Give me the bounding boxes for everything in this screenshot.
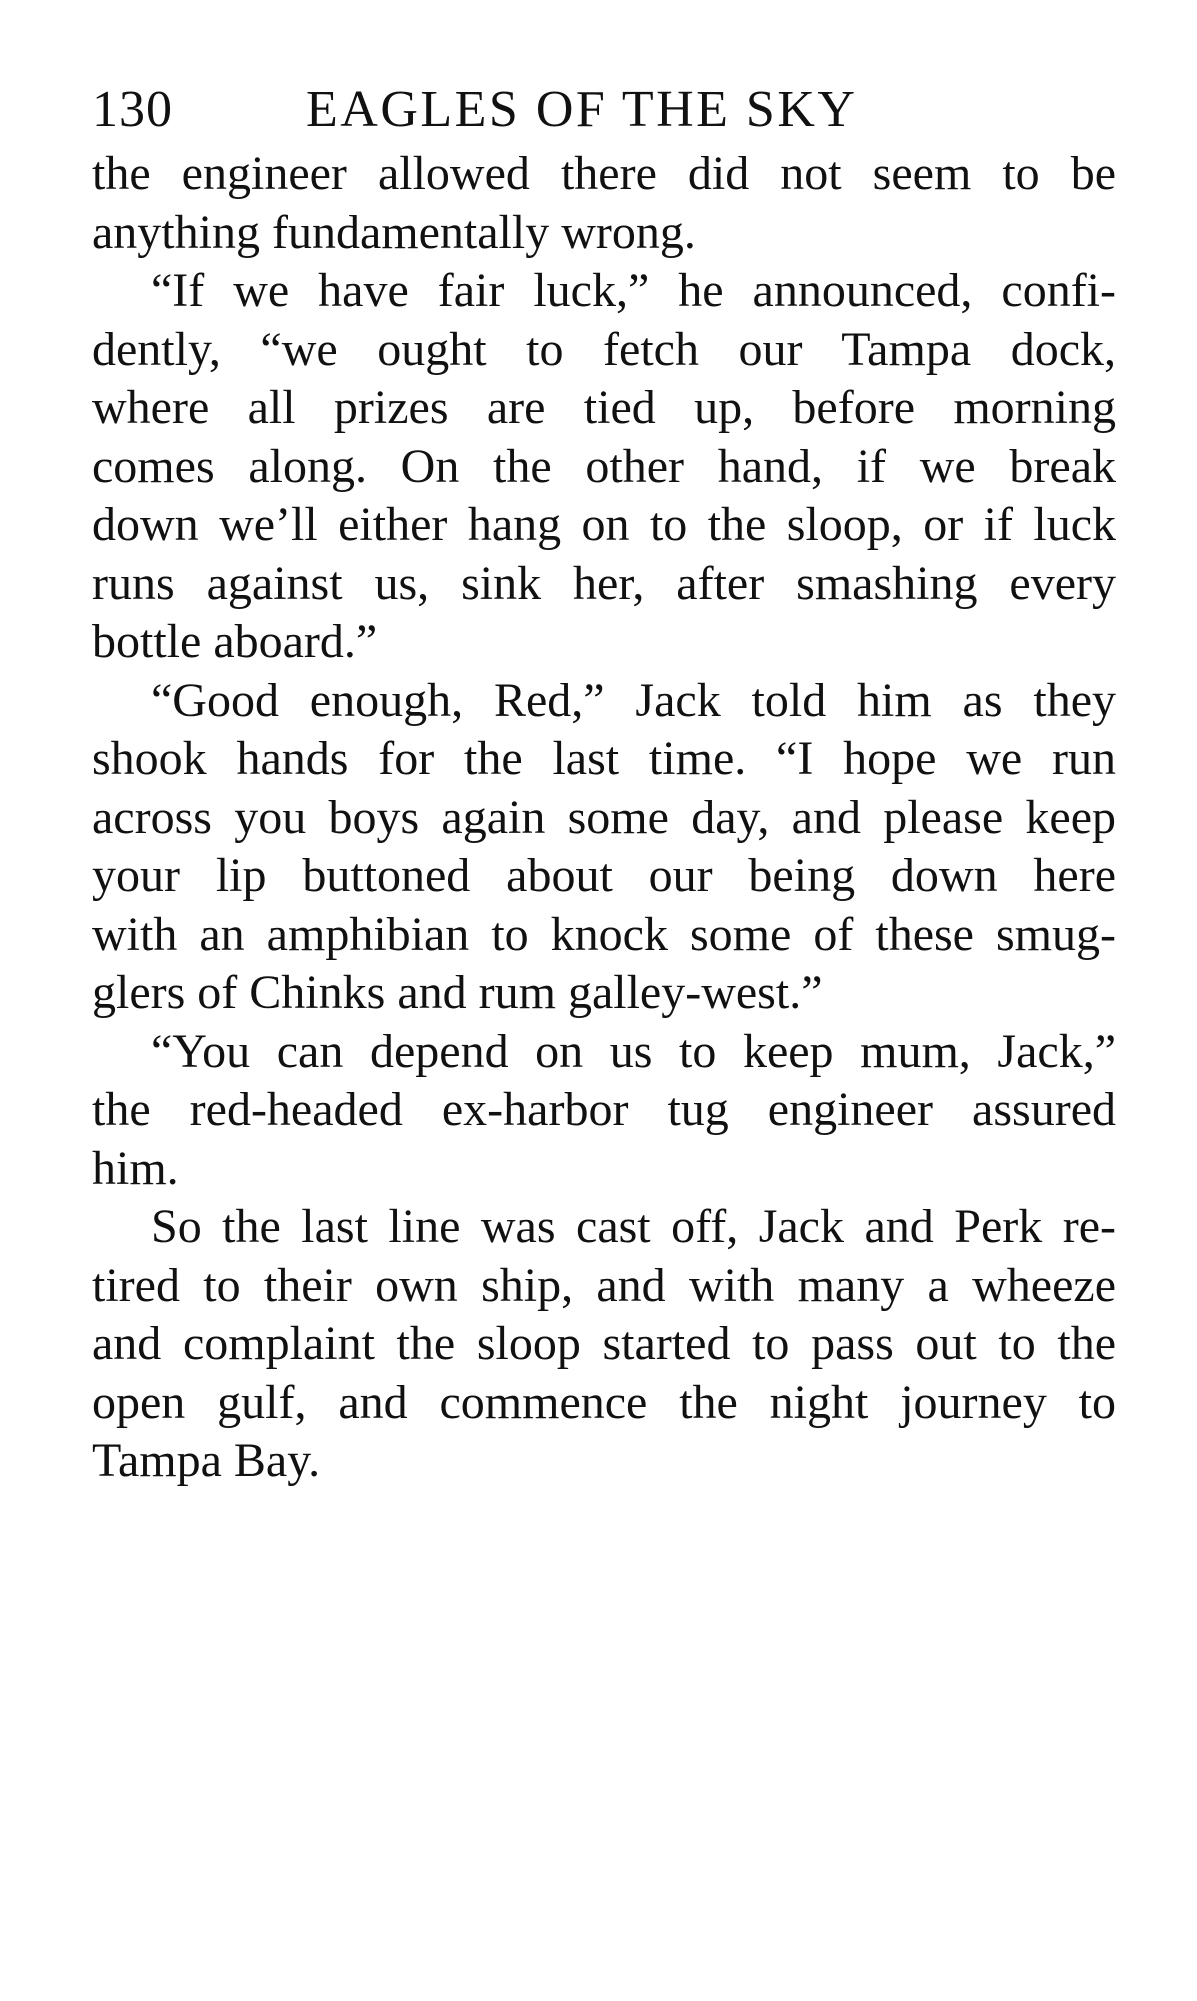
text-line: down we’ll either hang on to the sloop, or if luck	[92, 498, 1116, 551]
text-line: Tampa Bay.	[92, 1434, 321, 1487]
text-line: So the last line was cast off, Jack and Perk re-	[151, 1200, 1116, 1253]
text-line: where all prizes are tied up, before morning	[92, 381, 1116, 434]
running-head	[92, 81, 1116, 142]
text-line: across you boys again some day, and please keep	[92, 790, 1116, 844]
text-line: tired to their own ship, and with many a wheeze	[92, 1258, 1116, 1312]
text-line: runs against us, sink her, after smashing every	[92, 556, 1116, 610]
text-line: him.	[92, 1141, 179, 1195]
text-line: comes along. On the other hand, if we break	[92, 439, 1116, 493]
book-title: EAGLES OF THE SKY	[306, 81, 858, 138]
text-line: the red-headed ex-harbor tug engineer assured	[92, 1083, 1116, 1136]
text-line: anything fundamentally wrong.	[92, 205, 696, 259]
body-text	[92, 145, 1116, 1491]
text-line: your lip buttoned about our being down here	[92, 849, 1116, 902]
book-page	[92, 81, 1116, 1491]
text-line: “If we have fair luck,” he announced, confi-	[151, 264, 1116, 317]
text-line: dently, “we ought to fetch our Tampa dock,	[92, 322, 1116, 376]
text-line: bottle aboard.”	[92, 615, 378, 668]
text-line: with an amphibian to knock some of these smug-	[92, 907, 1116, 961]
text-line: shook hands for the last time. “I hope we run	[92, 732, 1116, 785]
text-line: glers of Chinks and rum galley-west.”	[92, 966, 823, 1019]
text-line: “You can depend on us to keep mum, Jack,”	[151, 1024, 1116, 1078]
text-line: “Good enough, Red,” Jack told him as they	[151, 673, 1116, 727]
text-line: and complaint the sloop started to pass out to the	[92, 1317, 1116, 1370]
text-line: the engineer allowed there did not seem to be	[92, 147, 1116, 200]
page-number: 130	[92, 81, 173, 138]
text-line: open gulf, and commence the night journey to	[92, 1375, 1116, 1429]
